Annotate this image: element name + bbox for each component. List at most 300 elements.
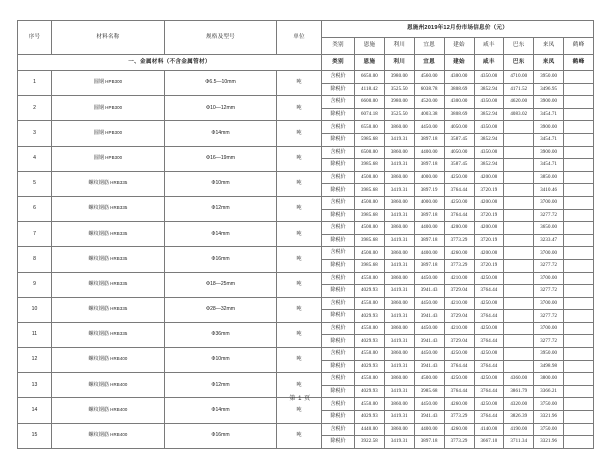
cell-price-利川: 3860.00 bbox=[384, 348, 414, 361]
cell-price-宜恩: 4500.00 bbox=[414, 373, 444, 386]
cell-seq: 13 bbox=[18, 373, 52, 398]
cell-price-利川: 3419.31 bbox=[384, 335, 414, 348]
cell-price-宜恩: 3897.19 bbox=[414, 184, 444, 197]
cell-price-巴东 bbox=[504, 285, 534, 298]
material-name-text: 螺纹钢筋 bbox=[88, 280, 109, 287]
cell-price-恩施: 4029.93 bbox=[355, 385, 385, 398]
table-row bbox=[18, 247, 594, 260]
cell-price-恩施: 3985.68 bbox=[355, 259, 385, 272]
cell-price-咸丰: 3764.44 bbox=[474, 385, 504, 398]
table-row bbox=[18, 272, 594, 285]
cell-price-恩施: 3985.68 bbox=[355, 184, 385, 197]
cell-price-利川: 3525.50 bbox=[384, 108, 414, 121]
cell-price-巴东 bbox=[504, 272, 534, 285]
cell-price-建始: 3729.04 bbox=[444, 310, 474, 323]
cell-price-咸丰: 4200.00 bbox=[474, 196, 504, 209]
cell-material-name bbox=[52, 96, 165, 121]
cell-price-建始: 3773.29 bbox=[444, 234, 474, 247]
column-header-city-0: 恩施 bbox=[355, 38, 385, 55]
cell-kind-tax-excluded: 除税价 bbox=[322, 335, 355, 348]
cell-price-宜恩: 4000.00 bbox=[414, 171, 444, 184]
page-footer: 第 1 页 bbox=[289, 396, 311, 402]
cell-price-来凤: 3900.00 bbox=[534, 96, 564, 109]
cell-seq: 14 bbox=[18, 398, 52, 423]
cell-price-宜恩: 3985.68 bbox=[414, 385, 444, 398]
cell-price-利川: 3419.31 bbox=[384, 234, 414, 247]
cell-price-利川: 3860.00 bbox=[384, 297, 414, 310]
cell-price-鹤峰 bbox=[564, 184, 594, 197]
cell-kind-tax-included: 含税价 bbox=[322, 71, 355, 84]
column-header-city-dup-6: 来凤 bbox=[534, 55, 564, 71]
cell-unit: 吨 bbox=[277, 247, 322, 272]
cell-price-恩施: 3922.58 bbox=[355, 436, 385, 449]
cell-price-宜恩: 3897.18 bbox=[414, 234, 444, 247]
cell-spec-model: Φ14mm bbox=[165, 398, 277, 423]
cell-price-建始: 4250.00 bbox=[444, 196, 474, 209]
cell-price-建始: 4200.00 bbox=[444, 222, 474, 235]
cell-spec-model: Φ16mm bbox=[165, 423, 277, 448]
cell-unit: 吨 bbox=[277, 71, 322, 96]
cell-seq: 4 bbox=[18, 146, 52, 171]
table-row bbox=[18, 297, 594, 310]
table-row bbox=[18, 423, 594, 436]
cell-seq: 11 bbox=[18, 322, 52, 347]
column-header-city-dup-0: 恩施 bbox=[355, 55, 385, 71]
cell-price-来凤: 3454.71 bbox=[534, 108, 564, 121]
cell-price-利川: 3860.00 bbox=[384, 272, 414, 285]
cell-spec-model: Φ10—12mm bbox=[165, 96, 277, 121]
cell-price-来凤: 3700.00 bbox=[534, 196, 564, 209]
cell-seq: 3 bbox=[18, 121, 52, 146]
cell-price-巴东: 4320.00 bbox=[504, 398, 534, 411]
column-header-city-6: 来凤 bbox=[534, 38, 564, 55]
cell-seq: 2 bbox=[18, 96, 52, 121]
cell-price-咸丰: 4200.00 bbox=[474, 171, 504, 184]
cell-seq: 7 bbox=[18, 222, 52, 247]
cell-spec-model: Φ16mm bbox=[165, 247, 277, 272]
cell-price-恩施: 5985.68 bbox=[355, 133, 385, 146]
cell-seq: 6 bbox=[18, 196, 52, 221]
cell-price-鹤峰 bbox=[564, 71, 594, 84]
cell-price-恩施: 6500.00 bbox=[355, 146, 385, 159]
cell-price-建始: 4210.00 bbox=[444, 322, 474, 335]
cell-price-宜恩: 4400.00 bbox=[414, 222, 444, 235]
cell-price-鹤峰 bbox=[564, 159, 594, 172]
cell-price-恩施: 4029.93 bbox=[355, 285, 385, 298]
material-grade-text: HPB300 bbox=[103, 79, 123, 85]
cell-price-来凤: 3750.00 bbox=[534, 423, 564, 436]
column-header-city-7: 鹤峰 bbox=[564, 38, 594, 55]
cell-kind-tax-excluded: 除税价 bbox=[322, 360, 355, 373]
cell-price-鹤峰 bbox=[564, 310, 594, 323]
cell-price-建始: 3729.04 bbox=[444, 335, 474, 348]
table-row bbox=[18, 146, 594, 159]
cell-price-鹤峰 bbox=[564, 108, 594, 121]
cell-price-来凤: 3750.00 bbox=[534, 398, 564, 411]
table-row bbox=[18, 348, 594, 361]
cell-price-建始: 3773.29 bbox=[444, 436, 474, 449]
cell-price-利川: 3419.31 bbox=[384, 133, 414, 146]
cell-price-建始: 3764.44 bbox=[444, 385, 474, 398]
cell-material-name bbox=[52, 196, 165, 221]
cell-price-来凤: 3277.72 bbox=[534, 259, 564, 272]
cell-price-来凤: 3950.00 bbox=[534, 348, 564, 361]
cell-seq: 1 bbox=[18, 71, 52, 96]
cell-kind-tax-excluded: 除税价 bbox=[322, 133, 355, 146]
cell-price-巴东 bbox=[504, 360, 534, 373]
cell-unit: 吨 bbox=[277, 222, 322, 247]
section-title: 一、金属材料（不含金属管材） bbox=[18, 55, 322, 71]
cell-price-利川: 3419.31 bbox=[384, 159, 414, 172]
cell-price-巴东 bbox=[504, 348, 534, 361]
cell-kind-tax-excluded: 除税价 bbox=[322, 108, 355, 121]
cell-price-利川: 3860.00 bbox=[384, 121, 414, 134]
cell-material-name bbox=[52, 171, 165, 196]
table-row bbox=[18, 196, 594, 209]
cell-price-鹤峰 bbox=[564, 335, 594, 348]
cell-price-咸丰: 3720.19 bbox=[474, 184, 504, 197]
material-grade-text: HPB300 bbox=[103, 129, 123, 135]
material-grade-text: HRB400 bbox=[108, 406, 128, 412]
material-name-text: 圆钢 bbox=[93, 129, 104, 136]
material-name-text: 螺纹钢筋 bbox=[88, 432, 109, 439]
cell-price-宜恩: 4000.00 bbox=[414, 196, 444, 209]
cell-price-巴东 bbox=[504, 234, 534, 247]
cell-kind-tax-included: 含税价 bbox=[322, 322, 355, 335]
cell-price-恩施: 4029.93 bbox=[355, 360, 385, 373]
cell-price-巴东 bbox=[504, 196, 534, 209]
cell-price-鹤峰 bbox=[564, 196, 594, 209]
cell-price-鹤峰 bbox=[564, 247, 594, 260]
table-row bbox=[18, 322, 594, 335]
material-grade-text: HRB335 bbox=[108, 255, 128, 261]
cell-price-宜恩: 4450.00 bbox=[414, 322, 444, 335]
cell-price-鹤峰 bbox=[564, 423, 594, 436]
column-header-city-3: 建始 bbox=[444, 38, 474, 55]
column-header-city-5: 巴东 bbox=[504, 38, 534, 55]
cell-kind-tax-included: 含税价 bbox=[322, 348, 355, 361]
column-header-spec-model: 规格及型号 bbox=[165, 21, 277, 55]
cell-price-巴东 bbox=[504, 146, 534, 159]
cell-price-建始: 4260.00 bbox=[444, 423, 474, 436]
cell-price-咸丰: 3720.19 bbox=[474, 209, 504, 222]
cell-seq: 8 bbox=[18, 247, 52, 272]
cell-price-来凤: 3496.95 bbox=[534, 83, 564, 96]
cell-price-恩施: 3985.68 bbox=[355, 159, 385, 172]
column-header-city-dup-5: 巴东 bbox=[504, 55, 534, 71]
cell-price-宜恩: 3941.43 bbox=[414, 360, 444, 373]
cell-price-恩施: 4550.00 bbox=[355, 297, 385, 310]
cell-price-宜恩: 4450.00 bbox=[414, 272, 444, 285]
cell-price-来凤: 3650.00 bbox=[534, 222, 564, 235]
cell-price-利川: 3860.00 bbox=[384, 423, 414, 436]
cell-price-建始: 4300.00 bbox=[444, 96, 474, 109]
cell-price-鹤峰 bbox=[564, 373, 594, 386]
cell-price-来凤: 3850.00 bbox=[534, 171, 564, 184]
cell-price-建始: 3773.29 bbox=[444, 259, 474, 272]
cell-price-利川: 3525.50 bbox=[384, 83, 414, 96]
table-row bbox=[18, 71, 594, 84]
cell-price-鹤峰 bbox=[564, 348, 594, 361]
cell-price-来凤: 3700.00 bbox=[534, 247, 564, 260]
material-grade-text: HRB335 bbox=[108, 180, 128, 186]
cell-price-来凤: 3800.00 bbox=[534, 373, 564, 386]
cell-price-鹤峰 bbox=[564, 222, 594, 235]
cell-price-来凤: 3950.00 bbox=[534, 71, 564, 84]
cell-price-利川: 3980.00 bbox=[384, 71, 414, 84]
cell-price-来凤: 3321.96 bbox=[534, 436, 564, 449]
table-row bbox=[18, 222, 594, 235]
cell-price-咸丰: 4140.00 bbox=[474, 423, 504, 436]
material-name-text: 圆钢 bbox=[93, 154, 104, 161]
cell-price-利川: 3860.00 bbox=[384, 247, 414, 260]
cell-price-建始: 4050.00 bbox=[444, 121, 474, 134]
column-header-unit: 单位 bbox=[277, 21, 322, 55]
cell-price-宜恩: 3941.43 bbox=[414, 285, 444, 298]
cell-spec-model: Φ36mm bbox=[165, 322, 277, 347]
cell-price-咸丰: 4200.00 bbox=[474, 247, 504, 260]
cell-price-来凤: 3321.96 bbox=[534, 411, 564, 424]
column-header-city-2: 宜恩 bbox=[414, 38, 444, 55]
table-body bbox=[18, 55, 594, 449]
cell-price-利川: 3419.31 bbox=[384, 385, 414, 398]
cell-price-建始: 3729.04 bbox=[444, 285, 474, 298]
cell-price-建始: 4260.00 bbox=[444, 247, 474, 260]
cell-price-恩施: 6650.00 bbox=[355, 71, 385, 84]
cell-price-咸丰: 3667.10 bbox=[474, 436, 504, 449]
cell-kind-tax-included: 含税价 bbox=[322, 373, 355, 386]
cell-price-宜恩: 3941.43 bbox=[414, 411, 444, 424]
price-title-header: 恩施州2019年12月份市场信息价（元） bbox=[322, 21, 594, 38]
cell-price-建始: 4260.00 bbox=[444, 398, 474, 411]
cell-price-巴东: 3861.79 bbox=[504, 385, 534, 398]
cell-price-巴东: 4171.52 bbox=[504, 83, 534, 96]
cell-material-name bbox=[52, 71, 165, 96]
cell-price-巴东: 4710.00 bbox=[504, 71, 534, 84]
cell-price-来凤: 3700.00 bbox=[534, 322, 564, 335]
cell-price-来凤: 3277.72 bbox=[534, 310, 564, 323]
cell-price-利川: 3980.00 bbox=[384, 96, 414, 109]
cell-price-建始: 3587.45 bbox=[444, 133, 474, 146]
cell-price-鹤峰 bbox=[564, 259, 594, 272]
cell-unit: 吨 bbox=[277, 322, 322, 347]
cell-price-宜恩: 3897.18 bbox=[414, 159, 444, 172]
cell-price-建始: 4300.00 bbox=[444, 71, 474, 84]
cell-price-咸丰: 4200.00 bbox=[474, 222, 504, 235]
table-row bbox=[18, 171, 594, 184]
cell-unit: 吨 bbox=[277, 96, 322, 121]
cell-unit: 吨 bbox=[277, 121, 322, 146]
material-name-text: 螺纹钢筋 bbox=[88, 381, 109, 388]
cell-price-来凤: 3454.71 bbox=[534, 159, 564, 172]
cell-kind-tax-included: 含税价 bbox=[322, 272, 355, 285]
cell-price-巴东: 3711.34 bbox=[504, 436, 534, 449]
cell-price-宜恩: 3897.18 bbox=[414, 259, 444, 272]
cell-material-name bbox=[52, 121, 165, 146]
cell-price-恩施: 4500.00 bbox=[355, 222, 385, 235]
cell-unit: 吨 bbox=[277, 272, 322, 297]
material-grade-text: HRB335 bbox=[108, 306, 128, 312]
cell-price-恩施: 4500.00 bbox=[355, 171, 385, 184]
cell-price-恩施: 4118.42 bbox=[355, 83, 385, 96]
cell-unit: 吨 bbox=[277, 423, 322, 448]
material-name-text: 螺纹钢筋 bbox=[88, 255, 109, 262]
cell-price-宜恩: 3941.43 bbox=[414, 335, 444, 348]
material-grade-text: HRB335 bbox=[108, 205, 128, 211]
cell-price-鹤峰 bbox=[564, 322, 594, 335]
cell-material-name bbox=[52, 222, 165, 247]
cell-price-宜恩: 4520.00 bbox=[414, 96, 444, 109]
cell-price-鹤峰 bbox=[564, 285, 594, 298]
material-grade-text: HRB335 bbox=[108, 331, 128, 337]
material-grade-text: HPB300 bbox=[103, 104, 123, 110]
cell-kind-tax-excluded: 除税价 bbox=[322, 234, 355, 247]
cell-price-咸丰: 3764.44 bbox=[474, 411, 504, 424]
section-title-row bbox=[18, 55, 594, 71]
cell-price-恩施: 4029.93 bbox=[355, 310, 385, 323]
cell-price-咸丰: 3852.94 bbox=[474, 108, 504, 121]
cell-price-来凤: 3410.46 bbox=[534, 184, 564, 197]
cell-price-鹤峰 bbox=[564, 297, 594, 310]
cell-price-建始: 4210.00 bbox=[444, 272, 474, 285]
cell-kind-tax-excluded: 除税价 bbox=[322, 184, 355, 197]
cell-unit: 吨 bbox=[277, 146, 322, 171]
cell-price-利川: 3419.31 bbox=[384, 259, 414, 272]
cell-price-利川: 3419.31 bbox=[384, 411, 414, 424]
cell-price-巴东: 4083.02 bbox=[504, 108, 534, 121]
material-grade-text: HRB335 bbox=[108, 280, 128, 286]
cell-price-来凤: 3277.72 bbox=[534, 285, 564, 298]
cell-kind-tax-excluded: 除税价 bbox=[322, 209, 355, 222]
cell-price-巴东: 3826.39 bbox=[504, 411, 534, 424]
cell-price-建始: 3808.69 bbox=[444, 108, 474, 121]
cell-spec-model: Φ6.5—10mm bbox=[165, 71, 277, 96]
cell-price-巴东 bbox=[504, 171, 534, 184]
cell-price-咸丰: 3852.94 bbox=[474, 133, 504, 146]
cell-price-咸丰: 4350.00 bbox=[474, 121, 504, 134]
cell-price-巴东 bbox=[504, 335, 534, 348]
cell-price-宜恩: 4400.00 bbox=[414, 423, 444, 436]
table-row bbox=[18, 373, 594, 386]
cell-price-建始: 4250.00 bbox=[444, 171, 474, 184]
cell-price-宜恩: 4003.38 bbox=[414, 108, 444, 121]
cell-price-利川: 3860.00 bbox=[384, 146, 414, 159]
cell-price-宜恩: 4450.00 bbox=[414, 398, 444, 411]
cell-spec-model: Φ18—25mm bbox=[165, 272, 277, 297]
cell-price-咸丰: 4250.00 bbox=[474, 322, 504, 335]
cell-price-利川: 3860.00 bbox=[384, 398, 414, 411]
cell-price-来凤: 3277.72 bbox=[534, 209, 564, 222]
cell-price-巴东 bbox=[504, 159, 534, 172]
cell-material-name bbox=[52, 146, 165, 171]
cell-kind-tax-included: 含税价 bbox=[322, 121, 355, 134]
cell-seq: 9 bbox=[18, 272, 52, 297]
cell-kind-tax-included: 含税价 bbox=[322, 96, 355, 109]
cell-kind-tax-excluded: 除税价 bbox=[322, 285, 355, 298]
cell-unit: 吨 bbox=[277, 398, 322, 423]
cell-price-利川: 3419.31 bbox=[384, 184, 414, 197]
material-grade-text: HRB400 bbox=[108, 356, 128, 362]
material-grade-text: HRB400 bbox=[108, 432, 128, 438]
cell-price-咸丰: 3764.44 bbox=[474, 335, 504, 348]
cell-price-巴东 bbox=[504, 247, 534, 260]
cell-price-来凤: 3700.00 bbox=[534, 297, 564, 310]
cell-seq: 12 bbox=[18, 348, 52, 373]
cell-spec-model: Φ10mm bbox=[165, 348, 277, 373]
column-header-seq: 序号 bbox=[18, 21, 52, 55]
cell-price-鹤峰 bbox=[564, 83, 594, 96]
column-header-city-4: 咸丰 bbox=[474, 38, 504, 55]
cell-price-恩施: 4029.93 bbox=[355, 411, 385, 424]
material-name-text: 圆钢 bbox=[93, 79, 104, 86]
cell-price-咸丰: 3720.19 bbox=[474, 259, 504, 272]
cell-price-建始: 3773.29 bbox=[444, 411, 474, 424]
cell-price-来凤: 3900.00 bbox=[534, 121, 564, 134]
cell-kind-tax-excluded: 除税价 bbox=[322, 259, 355, 272]
cell-spec-model: Φ12mm bbox=[165, 196, 277, 221]
cell-price-咸丰: 3764.44 bbox=[474, 285, 504, 298]
cell-price-来凤: 3233.47 bbox=[534, 234, 564, 247]
table-header bbox=[18, 21, 594, 55]
price-information-table bbox=[17, 20, 594, 449]
cell-price-利川: 3860.00 bbox=[384, 322, 414, 335]
cell-price-咸丰: 3852.94 bbox=[474, 83, 504, 96]
cell-material-name bbox=[52, 423, 165, 448]
cell-price-鹤峰 bbox=[564, 133, 594, 146]
cell-price-巴东 bbox=[504, 184, 534, 197]
cell-price-宜恩: 3941.43 bbox=[414, 310, 444, 323]
cell-price-咸丰: 4350.00 bbox=[474, 146, 504, 159]
cell-price-建始: 4250.00 bbox=[444, 373, 474, 386]
cell-spec-model: Φ12mm bbox=[165, 373, 277, 398]
cell-price-巴东: 4620.00 bbox=[504, 96, 534, 109]
cell-price-恩施: 4500.00 bbox=[355, 247, 385, 260]
cell-price-恩施: 6074.18 bbox=[355, 108, 385, 121]
cell-price-恩施: 4550.00 bbox=[355, 322, 385, 335]
cell-material-name bbox=[52, 322, 165, 347]
cell-kind-tax-included: 含税价 bbox=[322, 222, 355, 235]
material-name-text: 圆钢 bbox=[93, 104, 104, 111]
cell-kind-tax-included: 含税价 bbox=[322, 398, 355, 411]
cell-price-巴东: 4360.00 bbox=[504, 373, 534, 386]
cell-price-恩施: 4500.00 bbox=[355, 196, 385, 209]
column-header-material-name: 材料名称 bbox=[52, 21, 165, 55]
cell-price-来凤: 3277.72 bbox=[534, 335, 564, 348]
cell-seq: 10 bbox=[18, 297, 52, 322]
cell-price-鹤峰 bbox=[564, 96, 594, 109]
cell-price-咸丰: 4350.00 bbox=[474, 71, 504, 84]
column-header-city-dup-2: 宜恩 bbox=[414, 55, 444, 71]
cell-unit: 吨 bbox=[277, 297, 322, 322]
cell-price-巴东 bbox=[504, 121, 534, 134]
cell-kind-tax-excluded: 除税价 bbox=[322, 310, 355, 323]
material-name-text: 螺纹钢筋 bbox=[88, 205, 109, 212]
cell-price-宜恩: 3897.18 bbox=[414, 133, 444, 146]
cell-kind-tax-excluded: 除税价 bbox=[322, 83, 355, 96]
cell-spec-model: Φ16—19mm bbox=[165, 146, 277, 171]
table-row bbox=[18, 96, 594, 109]
cell-price-恩施: 6550.00 bbox=[355, 121, 385, 134]
material-name-text: 螺纹钢筋 bbox=[88, 230, 109, 237]
cell-price-巴东 bbox=[504, 297, 534, 310]
cell-price-恩施: 4550.00 bbox=[355, 272, 385, 285]
cell-price-利川: 3419.31 bbox=[384, 285, 414, 298]
cell-price-宜恩: 3897.18 bbox=[414, 436, 444, 449]
table-row bbox=[18, 121, 594, 134]
cell-price-恩施: 4550.00 bbox=[355, 348, 385, 361]
cell-price-巴东 bbox=[504, 133, 534, 146]
cell-price-鹤峰 bbox=[564, 360, 594, 373]
